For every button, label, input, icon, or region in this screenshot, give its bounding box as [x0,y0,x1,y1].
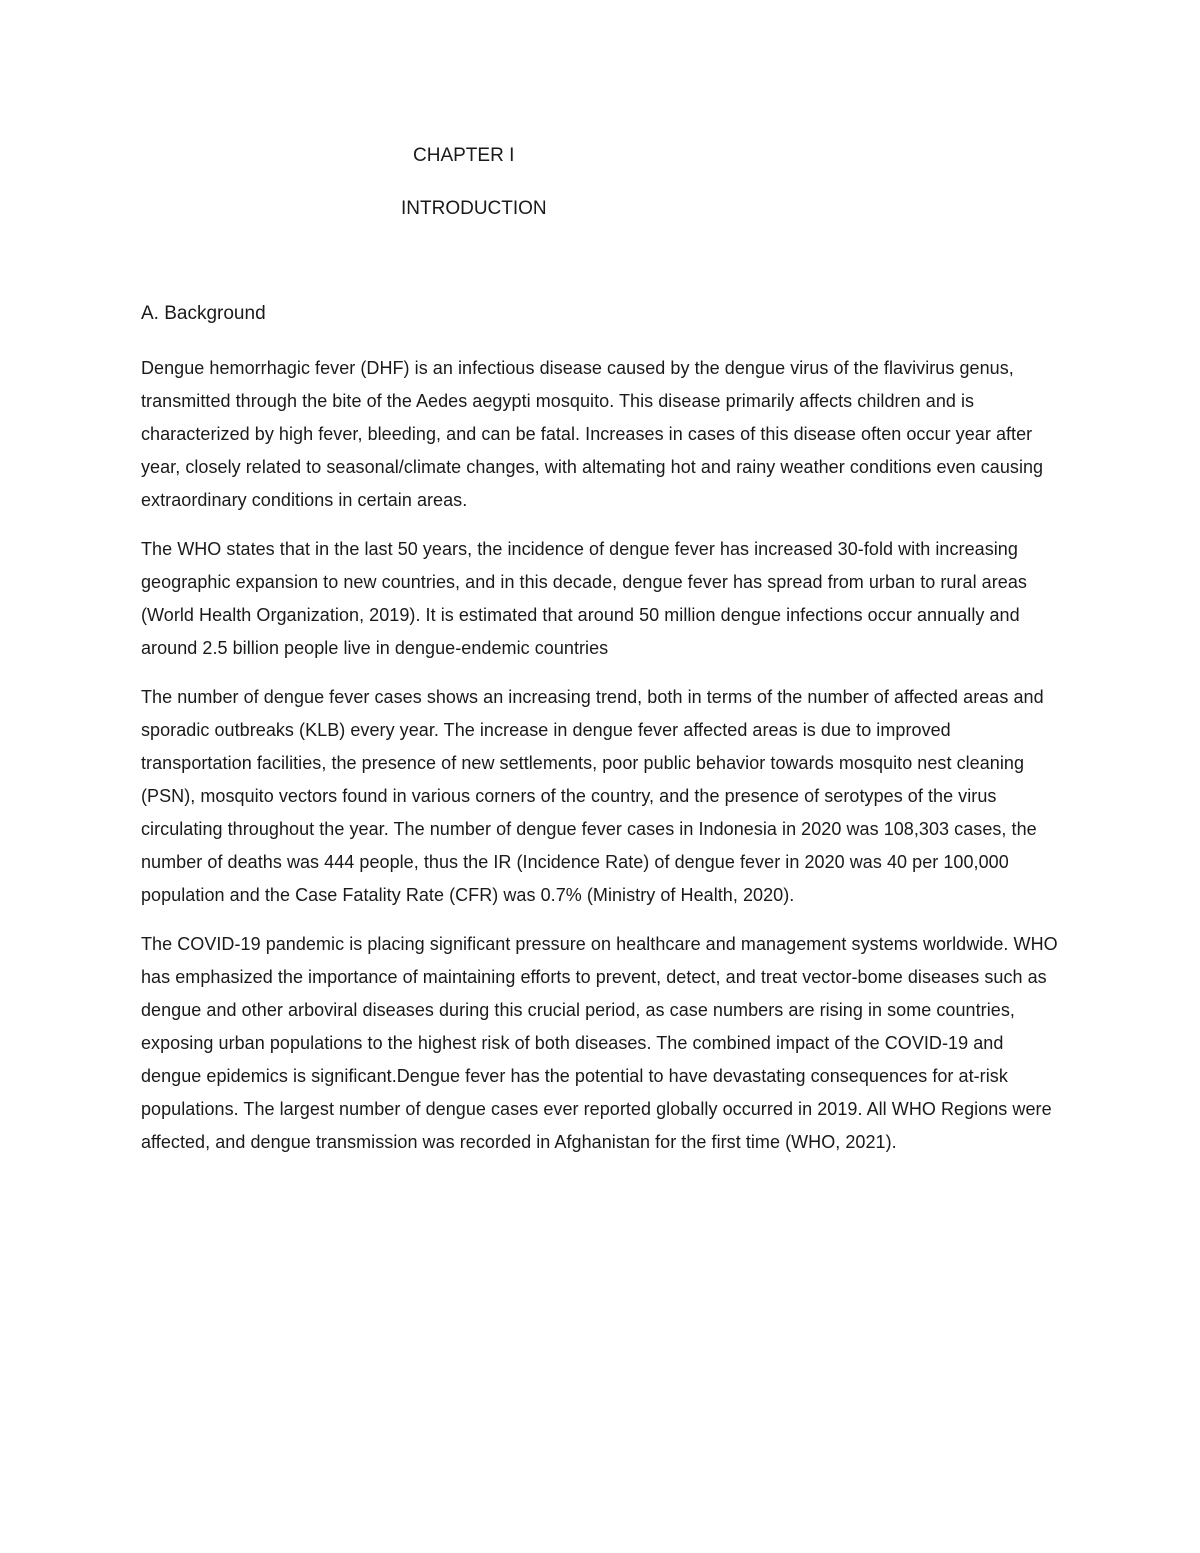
body-text [141,352,1061,1175]
paragraph-4: The COVID-19 pandemic is placing significant pressure on healthcare and management systems worldwide. WHO has emphasized the importance of maintaining efforts to prevent, detect, and treat vector-bome diseases such as dengue and other arboviral diseases during this crucial period, as case numbers are rising in some countries, exposing urban populations to the highest risk of both diseases. The combined impact of the COVID-19 and dengue epidemics is significant.Dengue fever has the potential to have devastating consequences for at-risk populations. The largest number of dengue cases ever reported globally occurred in 2019. All WHO Regions were affected, and dengue transmission was recorded in Afghanistan for the first time (WHO, 2021). [141,934,1058,1152]
paragraph-1: Dengue hemorrhagic fever (DHF) is an infectious disease caused by the dengue virus of the flavivirus genus, transmitted through the bite of the Aedes aegypti mosquito. This disease primarily affects children and is characterized by high fever, bleeding, and can be fatal. Increases in cases of this disease often occur year after year, closely related to seasonal/climate changes, with altemating hot and rainy weather conditions even causing extraordinary conditions in certain areas. [141,358,1044,510]
section-heading: A. Background [141,303,266,324]
paragraph-2: The WHO states that in the last 50 years, the incidence of dengue fever has increased 30-fold with increasing geographic expansion to new countries, and in this decade, dengue fever has spread from urban to rural areas (World Health Organization, 2019). It is estimated that around 50 million dengue infections occur annually and around 2.5 billion people live in dengue-endemic countries [141,539,1027,658]
paragraph-3: The number of dengue fever cases shows an increasing trend, both in terms of the number of affected areas and sporadic outbreaks (KLB) every year. The increase in dengue fever affected areas is due to improved transportation facilities, the presence of new settlements, poor public behavior towards mosquito nest cleaning (PSN), mosquito vectors found in various corners of the country, and the presence of serotypes of the virus circulating throughout the year. The number of dengue fever cases in Indonesia in 2020 was 108,303 cases, the number of deaths was 444 people, thus the IR (Incidence Rate) of dengue fever in 2020 was 40 per 100,000 population and the Case Fatality Rate (CFR) was 0.7% (Ministry of Health, 2020). [141,687,1044,905]
chapter-title: INTRODUCTION [401,198,547,219]
chapter-label: CHAPTER I [413,145,515,166]
